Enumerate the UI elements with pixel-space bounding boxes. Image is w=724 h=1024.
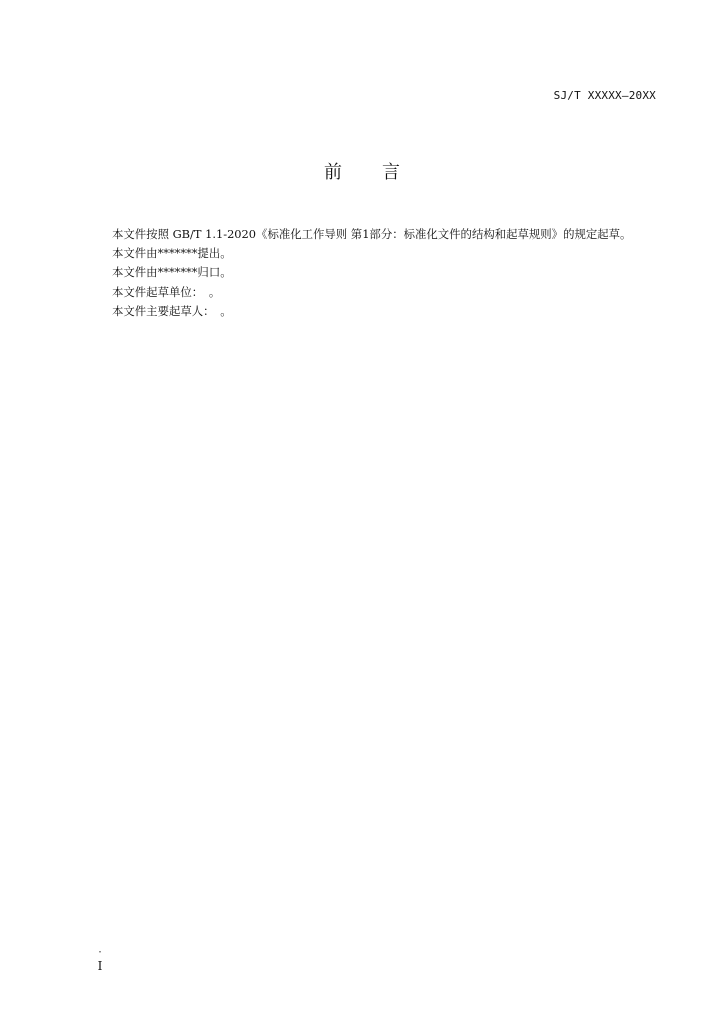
standard-code-header: SJ/T XXXXX—20XX <box>553 89 656 102</box>
foreword-body <box>88 225 658 321</box>
page-number: I <box>97 959 103 973</box>
paragraph-drafting-organization: 本文件起草单位： 。 <box>112 284 221 299</box>
page-title <box>0 162 724 184</box>
paragraph-managed-by: 本文件由*******归口。 <box>112 265 232 280</box>
page-number-block <box>95 951 105 973</box>
paragraph-proposed-by: 本文件由*******提出。 <box>112 246 232 261</box>
paragraph-drafting-basis: 本文件按照 GB/T 1.1-2020《标准化工作导则 第1部分：标准化文件的结构和起草规则》的规定起草。 <box>112 227 632 241</box>
title-char-2: 言 <box>382 162 400 183</box>
paragraph-main-drafters: 本文件主要起草人： 。 <box>112 303 232 318</box>
page-mark: ˆ <box>98 951 102 959</box>
title-char-1: 前 <box>324 162 342 183</box>
